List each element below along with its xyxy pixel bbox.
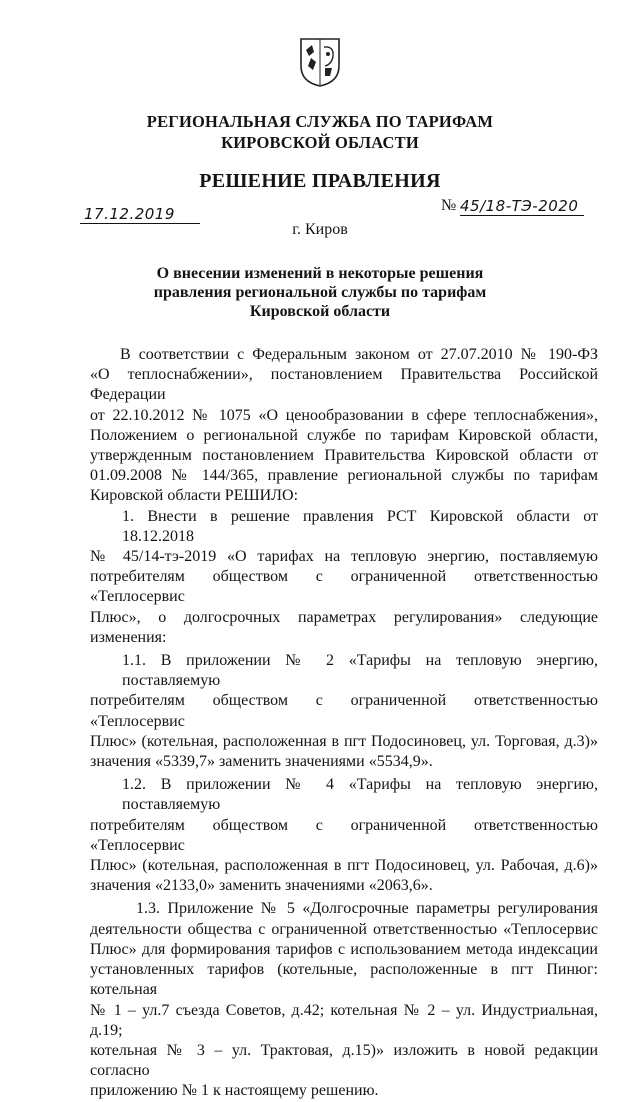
subject-line-3: Кировской области: [249, 303, 391, 320]
document-city: г. Киров: [292, 221, 348, 238]
body-line: котельная № 3 – ул. Трактовая, д.15)» изложить в новой редакции согласно: [90, 1041, 598, 1080]
organization-name-line-1: РЕГИОНАЛЬНАЯ СЛУЖБА ПО ТАРИФАМ: [146, 112, 494, 131]
body-line: Положением о региональной службе по тарифам Кировской области,: [90, 426, 598, 444]
document-number-label: №: [441, 197, 457, 214]
body-line: Кировской области РЕШИЛО:: [90, 487, 299, 505]
body-line: В соответствии с Федеральным законом от 27.07.2010 № 190-ФЗ: [120, 346, 598, 363]
body-line: потребителям обществом с ограниченной ответственностью «Теплосервис: [90, 568, 598, 606]
body-line: потребителям обществом с ограниченной ответственностью «Теплосервис: [90, 692, 598, 730]
body-line: утвержденным постановлением Правительства Кировской области от: [90, 447, 598, 465]
body-line: 1.3. Приложение № 5 «Долгосрочные параметры регулирования: [136, 900, 598, 918]
body-line: Плюс», о долгосрочных параметрах регулирования» следующие изменения:: [90, 608, 598, 646]
body-line: значения «2133,0» заменить значениями «2063,6».: [90, 877, 433, 895]
coat-of-arms-emblem: [298, 36, 342, 88]
body-line: Плюс» для формирования тарифов с использованием метода индексации: [90, 940, 598, 958]
subject-line-2: правления региональной службы по тарифам: [153, 284, 487, 301]
body-line: «О теплоснабжении», постановлением Правительства Российской Федерации: [90, 366, 598, 404]
document-date: 17.12.2019: [80, 205, 200, 224]
body-line: значения «5339,7» заменить значениями «5534,9».: [90, 753, 433, 771]
body-line: 1.2. В приложении № 4 «Тарифы на тепловую энергию, поставляемую: [122, 776, 598, 814]
document-type-title: РЕШЕНИЕ ПРАВЛЕНИЯ: [199, 170, 441, 192]
body-line: 01.09.2008 № 144/365, правление региональной службы по тарифам: [90, 467, 598, 485]
body-line: приложению № 1 к настоящему решению.: [90, 1082, 379, 1100]
body-line: 1. Внести в решение правления РСТ Кировской области от 18.12.2018: [122, 507, 598, 545]
body-line: потребителям обществом с ограниченной ответственностью «Теплосервис: [90, 816, 598, 854]
body-line: установленных тарифов (котельные, расположенные в пгт Пинюг: котельная: [90, 961, 598, 999]
document-body: [90, 345, 598, 1102]
body-line: № 45/14-тэ-2019 «О тарифах на тепловую энергию, поставляемую: [90, 548, 598, 566]
body-line: 1.1. В приложении № 2 «Тарифы на тепловую энергию, поставляемую: [122, 652, 598, 690]
organization-name-line-2: КИРОВСКОЙ ОБЛАСТИ: [221, 133, 419, 152]
body-line: Плюс» (котельная, расположенная в пгт Подосиновец, ул. Рабочая, д.6)»: [90, 857, 598, 875]
body-line: от 22.10.2012 № 1075 «О ценообразовании в сфере теплоснабжения»,: [90, 406, 598, 424]
document-number: 45/18-ТЭ-2020: [460, 197, 584, 216]
body-line: деятельности общества с ограниченной ответственностью «Теплосервис: [90, 920, 598, 938]
body-line: Плюс» (котельная, расположенная в пгт Подосиновец, ул. Торговая, д.3)»: [90, 732, 598, 750]
subject-line-1: О внесении изменений в некоторые решения: [156, 265, 484, 282]
body-line: № 1 – ул.7 съезда Советов, д.42; котельная № 2 – ул. Индустриальная, д.19;: [90, 1001, 598, 1039]
